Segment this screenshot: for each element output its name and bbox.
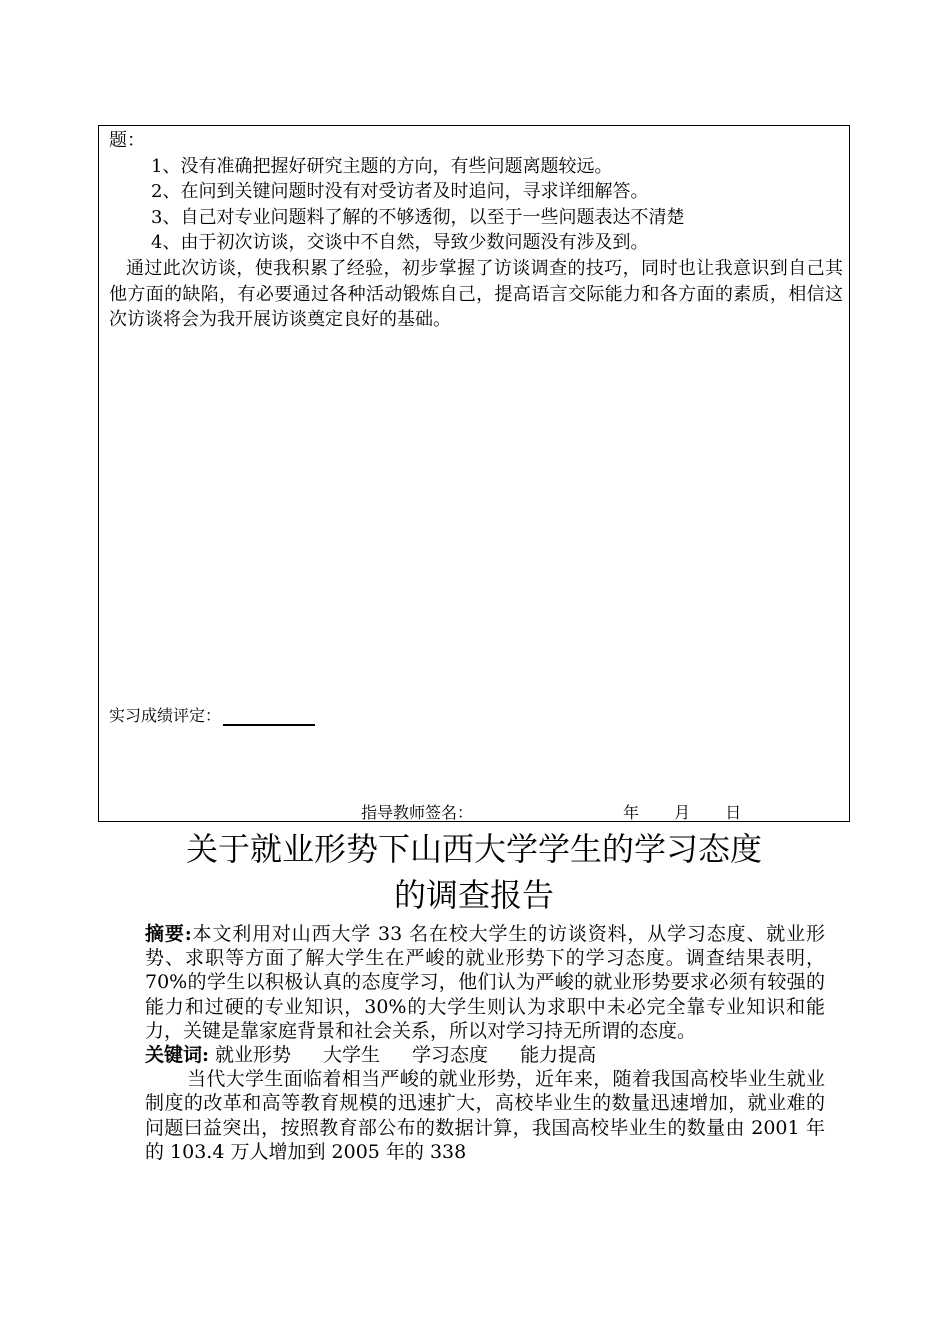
intro-paragraph: 当代大学生面临着相当严峻的就业形势，近年来，随着我国高校毕业生就业制度的改革和高等教育规模的迅速扩大，高校毕业生的数量迅速增加，就业难的问题曰益突出，按照教育部公布的数据计算，我国高校毕业生的数量由 2001 年的 103.4 万人增加到 2005 年的 338 (145, 1068, 825, 1163)
keyword-4: 能力提高 (520, 1044, 597, 1067)
reflection-lead: 题： (109, 130, 145, 151)
keyword-3: 学习态度 (412, 1044, 489, 1067)
teacher-signature-label: 指导教师签名： (361, 803, 474, 822)
keywords-label: 关键词: (145, 1044, 210, 1067)
report-title-line-2: 的调查报告 (393, 876, 554, 914)
grade-field (109, 703, 315, 726)
report-title (98, 826, 850, 918)
evaluation-box (98, 125, 850, 822)
keywords (145, 1043, 825, 1067)
signature-date (623, 800, 771, 823)
keyword-1: 就业形势 (215, 1044, 292, 1067)
grade-label: 实习成绩评定： (109, 706, 222, 725)
abstract (145, 922, 825, 1043)
reflection-item-3: 3、自己对专业问题料了解的不够透彻，以至于一些问题表达不清楚 (151, 206, 685, 228)
grade-blank (223, 706, 315, 726)
abstract-label: 摘要: (145, 923, 192, 945)
date-day: 日 (725, 803, 742, 822)
date-year: 年 (623, 803, 640, 822)
reflection-item-4: 4、由于初次访谈，交谈中不自然，导致少数问题没有涉及到。 (151, 232, 649, 254)
reflection-item-2: 2、在问到关键问题时没有对受访者及时追问，寻求详细解答。 (151, 181, 649, 203)
report-title-line-1: 关于就业形势下山西大学学生的学习态度 (185, 830, 762, 868)
reflection-summary: 通过此次访谈，使我积累了经验，初步掌握了访谈调查的技巧，同时也让我意识到自己其他方面的缺陷，有必要通过各种活动锻炼自己，提高语言交际能力和各方面的素质，相信这次访谈将会为我开展访谈奠定良好的基础。 (109, 257, 843, 331)
date-month: 月 (674, 803, 691, 822)
keyword-2: 大学生 (323, 1044, 381, 1067)
abstract-text: 本文利用对山西大学 33 名在校大学生的访谈资料，从学习态度、就业形势、求职等方面了解大学生在严峻的就业形势下的学习态度。调查结果表明，70%的学生以积极认真的态度学习，他们认为严峻的就业形势要求必须有较强的能力和过硬的专业知识，30%的大学生则认为求职中未必完全靠专业知识和能力，关键是靠家庭背景和社会关系，所以对学习持无所谓的态度。 (145, 923, 825, 1042)
interview-reflection (109, 128, 843, 333)
report-body (145, 922, 825, 1164)
reflection-item-1: 1、没有准确把握好研究主题的方向，有些问题离题较远。 (151, 155, 613, 177)
